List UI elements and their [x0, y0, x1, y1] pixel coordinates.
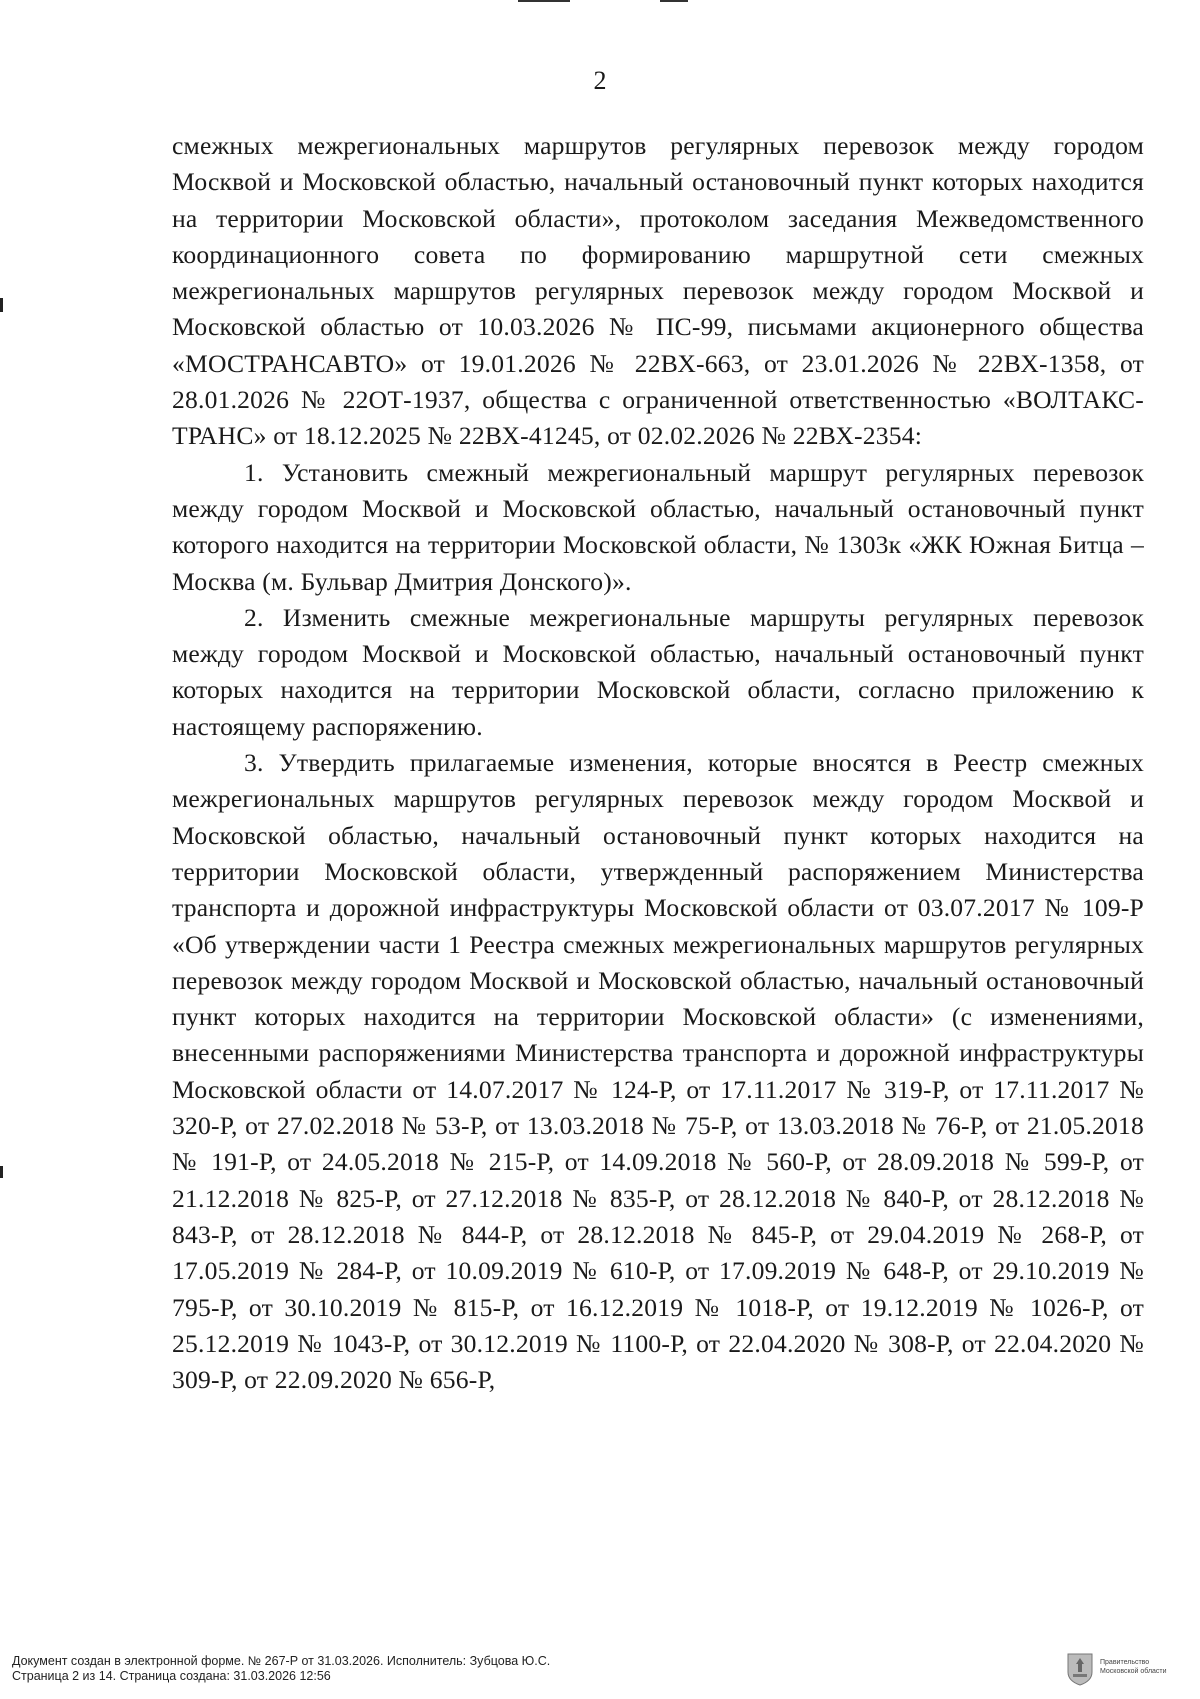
- scan-edge-mark-1: [0, 298, 3, 312]
- scan-edge-mark-2: [0, 1166, 3, 1178]
- document-footer: [12, 1654, 550, 1684]
- paragraph-item-2: 2. Изменить смежные межрегиональные маршруты регулярных перевозок между городом Москвой и Московской областью, начальный остановочный пункт которых находится на территории Московской области, согласно приложению к настоящему распоряжению.: [172, 602, 1144, 741]
- scan-top-marks: [518, 0, 688, 18]
- gov-logo-label: Правительство Московской области: [1100, 1659, 1167, 1675]
- footer-line-1: Документ создан в электронной форме. № 267-Р от 31.03.2026. Исполнитель: Зубцова Ю.С.: [12, 1654, 551, 1668]
- footer-line-2: Страница 2 из 14. Страница создана: 31.03.2026 12:56: [12, 1669, 331, 1683]
- page-number: 2: [593, 66, 607, 95]
- emblem-icon: [1066, 1652, 1094, 1686]
- document-body: [172, 128, 1144, 1398]
- paragraph-item-3: 3. Утвердить прилагаемые изменения, которые вносятся в Реестр смежных межрегиональных маршрутов регулярных перевозок между городом Москвой и Московской областью, начальный остановочный пункт которых находится на территории Московской области, утвержденный распоряжением Министерства транспорта и дорожной инфраструктуры Московской области от 03.07.2017 № 109-Р «Об утверждении части 1 Реестра смежных межрегиональных маршрутов регулярных перевозок между городом Москвой и Московской областью, начальный остановочный пункт которых находится на территории Московской области» (с изменениями, внесенными распоряжениями Министерства транспорта и дорожной инфраструктуры Московской области от 14.07.2017 № 124-Р, от 17.11.2017 № 319-Р, от 17.11.2017 № 320-Р, от 27.02.2018 № 53-Р, от 13.03.2018 № 75-Р, от 13.03.2018 № 76-Р, от 21.05.2018 № 191-Р, от 24.05.2018 № 215-Р, от 14.09.2018 № 560-Р, от 28.09.2018 № 599-Р, от 21.12.2018 № 825-Р, от 27.12.2018 № 835-Р, от 28.12.2018 № 840-Р, от 28.12.2018 № 843-Р, от 28.12.2018 № 844-Р, от 28.12.2018 № 845-Р, от 29.04.2019 № 268-Р, от 17.05.2019 № 284-Р, от 10.09.2019 № 610-Р, от 17.09.2019 № 648-Р, от 29.10.2019 № 795-Р, от 30.10.2019 № 815-Р, от 16.12.2019 № 1018-Р, от 19.12.2019 № 1026-Р, от 25.12.2019 № 1043-Р, от 30.12.2019 № 1100-Р, от 22.04.2020 № 308-Р, от 22.04.2020 № 309-Р, от 22.09.2020 № 656-Р,: [172, 748, 1144, 1395]
- paragraph-item-1: 1. Установить смежный межрегиональный маршрут регулярных перевозок между городом Москвой и Московской областью, начальный остановочный пункт которого находится на территории Московской области, № 1303к «ЖК Южная Битца – Москва (м. Бульвар Дмитрия Донского)».: [172, 457, 1144, 596]
- paragraph-continuation: смежных межрегиональных маршрутов регулярных перевозок между городом Москвой и Московской областью, начальный остановочный пункт которых находится на территории Московской области», протоколом заседания Межведомственного координационного совета по формированию маршрутной сети смежных межрегиональных маршрутов регулярных перевозок между городом Москвой и Московской областью от 10.03.2026 № ПС-99, письмами акционерного общества «МОСТРАНСАВТО» от 19.01.2026 № 22ВХ-663, от 23.01.2026 № 22ВХ-1358, от 28.01.2026 № 22ОТ-1937, общества с ограниченной ответственностью «ВОЛТАКС-ТРАНС» от 18.12.2025 № 22ВХ-41245, от 02.02.2026 № 22ВХ-2354:: [172, 131, 1144, 451]
